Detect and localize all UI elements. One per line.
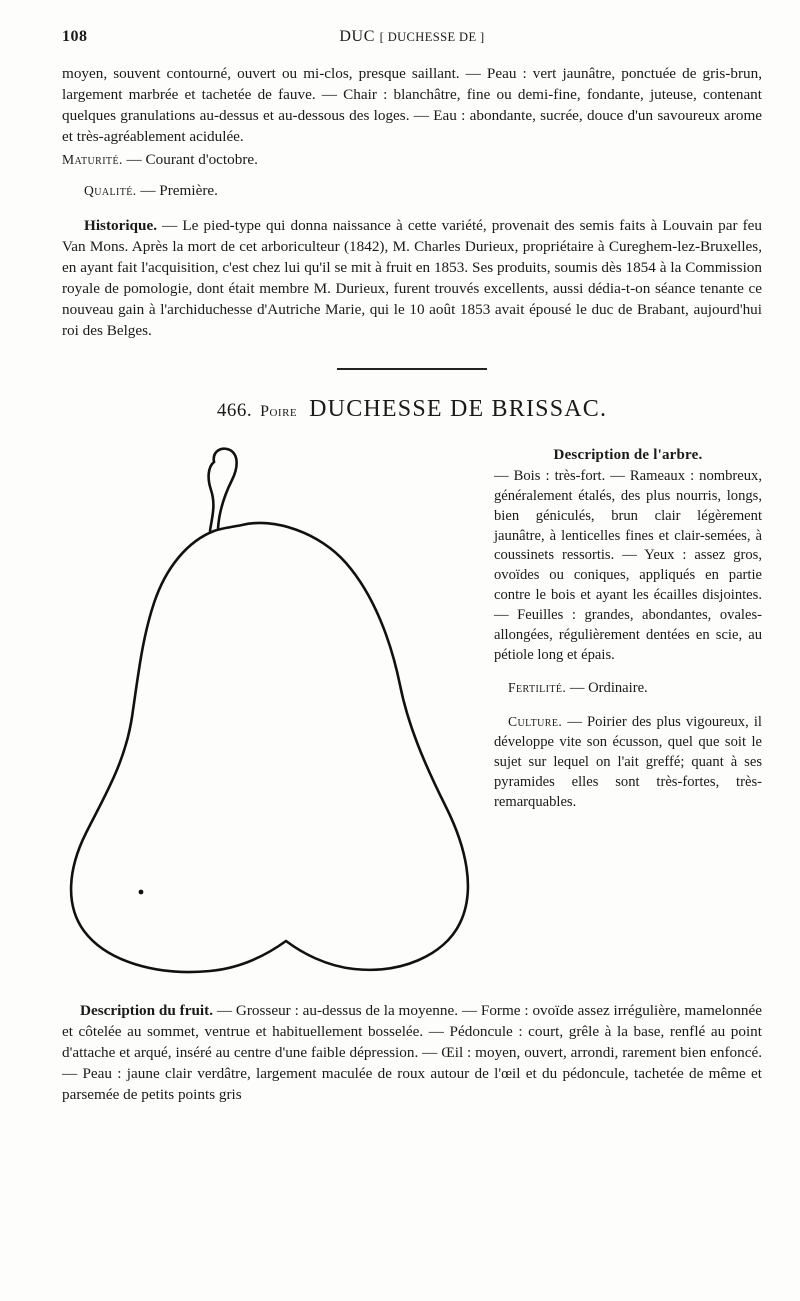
- page-content: [62, 28, 762, 1105]
- section-variety-name: DUCHESSE DE BRISSAC.: [309, 395, 608, 422]
- running-head: [132, 28, 692, 46]
- section-divider: [337, 368, 487, 370]
- running-head-bracket: [ DUCHESSE DE ]: [379, 30, 485, 44]
- fertilite-label: Fertilité.: [508, 680, 567, 696]
- fertilite-line: [494, 679, 762, 699]
- fruit-description-body: — Grosseur : au-dessus de la moyenne. — Forme : ovoïde assez irrégulière, mamelonnée et côtelée au sommet, ventrue et habituellement bosselée. — Pédoncule : court, grêle à la base, renflé au point d'attache et arqué, inséré au centre d'une faible dépression. — Œil : moyen, ouvert, arrondi, rarement bien enfoncé. — Peau : jaune clair verdâtre, largement maculée de roux autour de l'œil et du pédoncule, tachetée de même et parsemée de petits points gris: [62, 1001, 763, 1103]
- maturite-label: Maturité.: [62, 151, 123, 167]
- figure-and-tree-description: [62, 445, 762, 985]
- pear-figure: [62, 445, 492, 990]
- fruit-description: [62, 1001, 762, 1106]
- tree-description-body: — Bois : très-fort. — Rameaux : nombreux, généralement étalés, des plus nourris, longs, bien géniculés, brun clair légèrement jaunâtre, à lenticelles fines et clair-semées, à coussinets ressortis. — Yeux : assez gros, ovoïdes ou coniques, appliqués en partie contre le bois et ayant les écailles disjointes. — Feuilles : grandes, abondantes, ovales-allongées, régulièrement dentées en scie, au pétiole long et épais.: [494, 468, 762, 663]
- qualite-line: [62, 181, 762, 202]
- maturite-line: [62, 150, 762, 171]
- culture-text: — Poirier des plus vigoureux, il développe vite son écusson, quel que soit le sujet sur lequel on l'ait greffé; quant à ses pyramides elles sont très-fortes, très-remarquables.: [494, 714, 762, 810]
- historique-text: — Le pied-type qui donna naissance à cette variété, provenait des semis faits à Louvain par feu Van Mons. Après la mort de cet arboriculteur (1842), M. Charles Durieux, propriétaire à Cureghem-lez-Bruxelles, en ayant fait l'acquisition, c'est chez lui qu'il se mit à fruit en 1853. Ses produits, soumis dès 1854 à la Commission royale de pomologie, dont était membre M. Durieux, furent trouvés excellents, aussi dédia-t-on séance tenante ce nouveau gain à l'archiduchesse d'Autriche Marie, qui le 10 août 1853 avait épousé le duc de Brabant, aujourd'hui roi des Belges.: [62, 216, 762, 339]
- section-kind: Poire: [260, 402, 298, 420]
- section-number: 466.: [216, 399, 253, 421]
- entry-continuation: [62, 64, 762, 342]
- culture-label: Culture.: [508, 714, 563, 730]
- tree-description-heading: Description de l'arbre.: [553, 446, 703, 463]
- pear-illustration: [62, 445, 492, 990]
- fruit-description-paragraph: [62, 1001, 762, 1106]
- qualite-text: — Première.: [140, 181, 218, 199]
- fruit-description-heading: Description du fruit.: [80, 1001, 213, 1019]
- section-title: [62, 396, 762, 423]
- continuation-paragraph: moyen, souvent contourné, ouvert ou mi-clos, presque saillant. — Peau : vert jaunâtre, ponctuée de gris-brun, largement marbrée et tachetée de fauve. — Chair : blanchâtre, fine ou demi-fine, fondante, juteuse, contenant quelques granulations au-dessus et au-dessous des loges. — Eau : abondante, sucrée, douce d'un savoureux arome et très-agréablement acidulée.: [62, 65, 762, 145]
- maturite-text: — Courant d'octobre.: [126, 150, 258, 168]
- page-header: [62, 28, 762, 50]
- culture-paragraph: [494, 713, 762, 812]
- running-head-main: DUC: [339, 28, 375, 45]
- tree-description-column: [494, 445, 762, 815]
- historique-label: Historique.: [84, 216, 157, 234]
- qualite-label: Qualité.: [84, 182, 137, 198]
- folio-number: 108: [62, 28, 88, 45]
- fertilite-text: — Ordinaire.: [569, 680, 648, 697]
- historique-paragraph: [62, 216, 762, 342]
